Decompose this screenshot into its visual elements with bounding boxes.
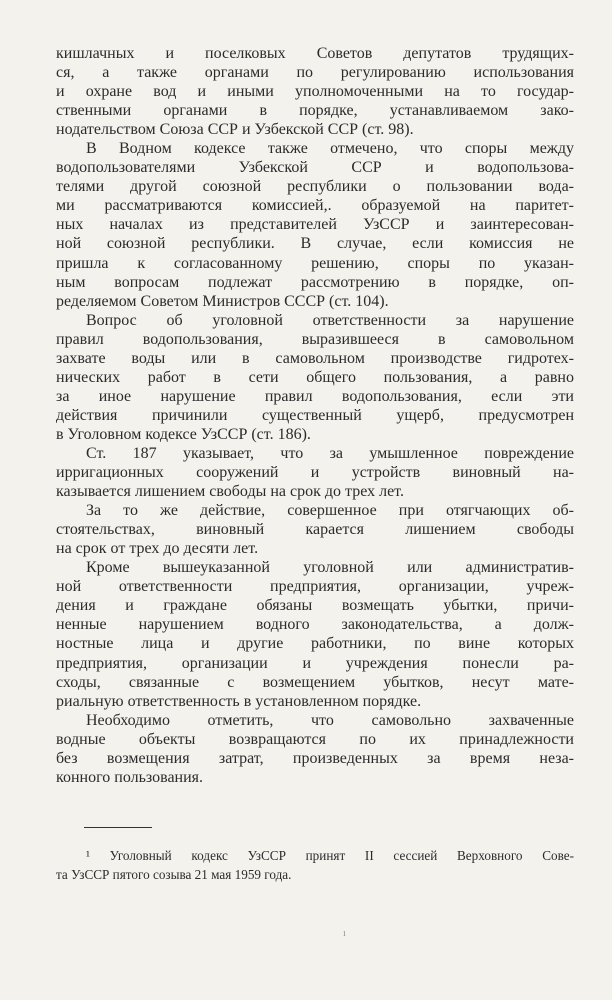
body-line: на срок от трех до десяти лет. [56, 540, 259, 558]
body-line: дения и граждане обязаны возмещать убытки, причи- [56, 597, 574, 615]
body-line: ной ответственности предприятия, организации, учреж- [56, 578, 574, 596]
body-line: нодательством Союза ССР и Узбекской ССР (ст. 98). [56, 121, 414, 139]
body-line: ным вопросам подлежат рассмотрению в порядке, оп- [56, 273, 574, 291]
body-line: и охране вод и иными уполномоченными на то государ- [56, 83, 574, 101]
footnote-line: ¹ Уголовный кодекс УзССР принят II сессией Верховного Сове- [86, 848, 574, 863]
body-line: стоятельствах, виновный карается лишением свободы [56, 521, 574, 539]
body-line: Вопрос об уголовной ответственности за нарушение [86, 311, 574, 329]
body-text [56, 44, 574, 787]
body-line: Необходимо отметить, что самовольно захваченные [86, 711, 574, 729]
body-line: захвате воды или в самовольном производстве гидротех- [56, 349, 574, 367]
footnote-separator [84, 827, 152, 828]
body-line: ностные лица и другие работники, по вине которых [56, 635, 574, 653]
body-line: В Водном кодексе также отмечено, что споры между [86, 140, 574, 158]
body-line: За то же действие, совершенное при отягчающих об- [86, 502, 574, 520]
body-line: конного пользования. [56, 768, 204, 786]
body-line: Кроме вышеуказанной уголовной или административ- [86, 559, 574, 577]
body-line: водопользователями Узбекской ССР и водопользова- [56, 159, 574, 177]
body-line: за иное нарушение правил водопользования, если эти [56, 387, 574, 405]
body-line: в Уголовном кодексе УзССР (ст. 186). [56, 425, 311, 443]
body-line: ми рассматриваются комиссией,. образуемой на паритет- [56, 197, 574, 215]
scan-mark: ı [343, 928, 346, 939]
body-line: ненные нарушением водного законодательства, а долж- [56, 616, 574, 634]
body-line: ственными органами в порядке, устанавливаемом зако- [56, 102, 574, 120]
body-line: ной союзной республики. В случае, если комиссия не [56, 235, 574, 253]
body-line: казывается лишением свободы на срок до трех лет. [56, 483, 404, 501]
body-line: Ст. 187 указывает, что за умышленное повреждение [86, 444, 574, 462]
body-line: ирригационных сооружений и устройств виновный на- [56, 464, 574, 482]
body-line: водные объекты возвращаются по их принадлежности [56, 730, 574, 748]
footnote [56, 846, 574, 884]
body-line: ся, а также органами по регулированию использования [56, 64, 574, 82]
body-line: без возмещения затрат, произведенных за время неза- [56, 749, 574, 767]
footnote-line: та УзССР пятого созыва 21 мая 1959 года. [56, 867, 292, 882]
body-line: телями другой союзной республики о пользовании вода- [56, 178, 574, 196]
body-line: действия причинили существенный ущерб, предусмотрен [56, 406, 574, 424]
body-line: риальную ответственность в установленном порядке. [56, 692, 422, 710]
body-line: сходы, связанные с возмещением убытков, несут мате- [56, 673, 574, 691]
body-line: предприятия, организации и учреждения понесли ра- [56, 654, 574, 672]
body-line: ных началах из представителей УзССР и заинтересован- [56, 216, 574, 234]
body-line: кишлачных и поселковых Советов депутатов трудящих- [56, 45, 574, 62]
body-line: ределяемом Советом Министров СССР (ст. 104). [56, 292, 389, 310]
body-line: пришла к согласованному решению, споры по указан- [56, 254, 574, 272]
body-line: правил водопользования, выразившееся в самовольном [56, 330, 574, 348]
body-line: нических работ в сети общего пользования, а равно [56, 368, 574, 386]
